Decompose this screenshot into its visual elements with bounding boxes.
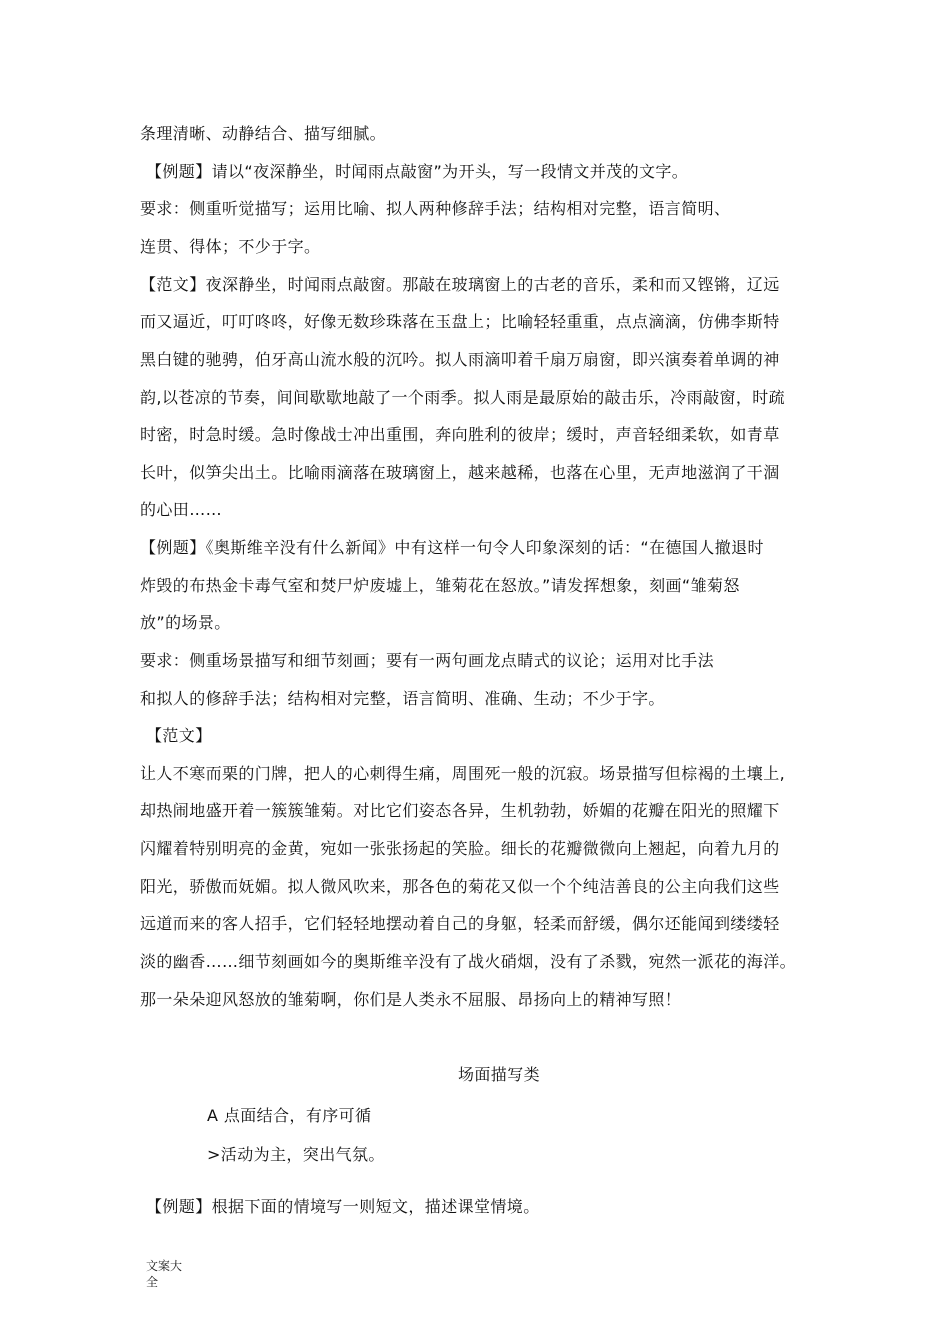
example-1-requirement-line-2: 连贯、得体；不少于字。	[140, 237, 321, 256]
point-b: >活动为主，突出气氛。	[207, 1145, 385, 1164]
example-2-line: 放”的场景。	[140, 613, 231, 632]
sample-2-line: 阳光，骄傲而妩媚。拟人微风吹来，那各色的菊花又似一个个纯洁善良的公主向我们这些	[140, 877, 780, 896]
sample-1-line: 韵,以苍凉的节奏，间间歇歇地敲了一个雨季。拟人雨是最原始的敲击乐，冷雨敲窗，时疏	[140, 388, 786, 407]
sample-1-line: 而又逼近，叮叮咚咚，好像无数珍珠落在玉盘上；比喻轻轻重重，点点滴滴，仿佛李斯特	[140, 312, 780, 331]
sample-1-line: 黑白键的驰骋，伯牙高山流水般的沉吟。拟人雨滴叩着千扇万扇窗，即兴演奏着单调的神	[140, 350, 780, 369]
example-2-requirement-line-2: 和拟人的修辞手法；结构相对完整，语言简明、准确、生动；不少于字。	[140, 689, 665, 708]
intro-line: 条理清晰、动静结合、描写细腻。	[140, 124, 387, 143]
sample-1-line: 【范文】夜深静坐，时闻雨点敲窗。那敲在玻璃窗上的古老的音乐，柔和而又铿锵，辽远	[140, 275, 780, 294]
example-2-requirement-line-1: 要求：侧重场景描写和细节刻画；要有一两句画龙点睛式的议论；运用对比手法	[140, 651, 715, 670]
sample-2-line: 那一朵朵迎风怒放的雏菊啊，你们是人类永不屈服、昂扬向上的精神写照！	[140, 990, 682, 1009]
footer-label: 文案大全	[146, 1259, 183, 1289]
sample-2-line: 远道而来的客人招手，它们轻轻地摆动着自己的身躯，轻柔而舒缓，偶尔还能闻到缕缕轻	[140, 914, 780, 933]
example-1-requirement-line-1: 要求：侧重听觉描写；运用比喻、拟人两种修辞手法；结构相对完整，语言简明、	[140, 199, 731, 218]
example-2-line: 【例题】《奥斯维辛没有什么新闻》中有这样一句令人印象深刻的话：“在德国人撤退时	[140, 538, 764, 557]
sample-2-label: 【范文】	[146, 726, 212, 745]
sample-1-line: 时密，时急时缓。急时像战士冲出重围，奔向胜利的彼岸；缓时，声音轻细柔软，如青草	[140, 425, 780, 444]
sample-1-line: 长叶，似笋尖出土。比喻雨滴落在玻璃窗上，越来越稀，也落在心里，无声地滋润了干涸	[140, 463, 780, 482]
example-3-title: 【例题】根据下面的情境写一则短文，描述课堂情境。	[146, 1197, 540, 1216]
sample-2-line: 让人不寒而栗的门牌，把人的心刺得生痛，周围死一般的沉寂。场景描写但棕褐的土壤上,	[140, 764, 786, 783]
sample-2-line: 闪耀着特别明亮的金黄，宛如一张张扬起的笑脸。细长的花瓣微微向上翘起，向着九月的	[140, 839, 780, 858]
sample-2-line: 淡的幽香……细节刻画如今的奥斯维辛没有了战火硝烟，没有了杀戮，宛然一派花的海洋。	[140, 952, 797, 971]
sample-1-line: 的心田……	[140, 500, 223, 519]
example-1-title: 【例题】请以“夜深静坐，时闻雨点敲窗”为开头，写一段情文并茂的文字。	[146, 162, 689, 181]
section-heading: 场面描写类	[458, 1065, 541, 1084]
point-a: A 点面结合，有序可循	[207, 1106, 372, 1125]
example-2-line: 炸毁的布热金卡毒气室和焚尸炉废墟上，雏菊花在怒放。”请发挥想象，刻画“雏菊怒	[140, 576, 740, 595]
sample-2-line: 却热闹地盛开着一簇簇雏菊。对比它们姿态各异，生机勃勃，娇媚的花瓣在阳光的照耀下	[140, 801, 780, 820]
